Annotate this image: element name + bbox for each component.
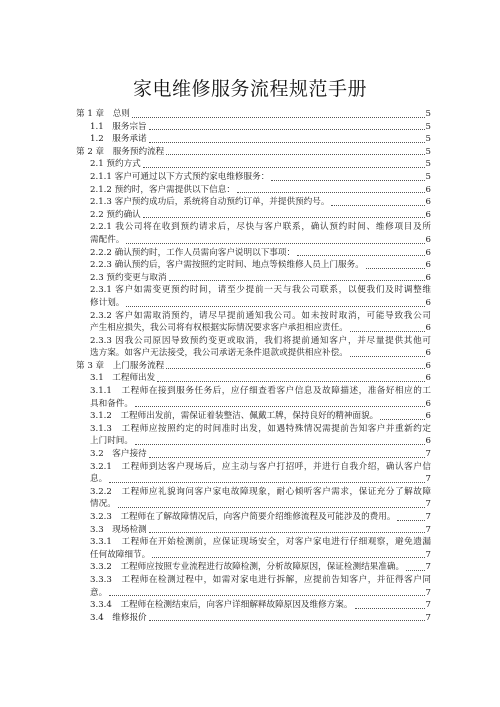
toc-leader-dots (135, 406, 425, 407)
toc-page-number: 5 (425, 171, 431, 182)
toc-entry[interactable] (76, 158, 431, 171)
toc-page-number: 6 (425, 209, 431, 220)
toc-page-number: 6 (425, 323, 431, 334)
toc-entry-label: 2.2.2 确认预约时，工作人员需向客户说明以下事项： (90, 247, 296, 258)
toc-entry-label: 3.3.2 工程师应按照专业流程进行故障检测，分析故障原因，保证检测结果准确。 (90, 562, 405, 573)
toc-entry-label: 选方案。如客户无法接受，我公司承诺无条件退款或提供相应补偿。 (90, 348, 348, 359)
toc-entry-label: 需配件。 (90, 234, 125, 245)
toc-entry-label: 3.3 现场检测 (90, 524, 147, 535)
table-of-contents (76, 108, 431, 624)
toc-page-number: 6 (425, 411, 431, 422)
toc-entry[interactable] (76, 385, 431, 410)
toc-entry-label: 情况。 (90, 499, 116, 510)
toc-entry-label: 3.1.2 工程师出发前，需保证着装整洁、佩戴工牌，保持良好的精神面貌。 (90, 411, 379, 422)
toc-page-number: 7 (425, 524, 431, 535)
toc-leader-dots (157, 381, 424, 382)
toc-entry[interactable] (76, 524, 431, 537)
toc-entry[interactable] (76, 561, 431, 574)
toc-leader-dots (149, 532, 425, 533)
toc-leader-dots (135, 444, 425, 445)
toc-page-number: 5 (425, 146, 431, 157)
toc-entry[interactable] (76, 196, 431, 209)
toc-entry-label: 1.2 服务承诺 (90, 134, 147, 145)
toc-entry-first-line: 2.3.3 因我公司原因导致预约变更或取消，我们将提前通知客户，并尽量提供其他可 (90, 335, 431, 346)
toc-entry-label: 息。 (90, 474, 108, 485)
toc-page-number: 7 (425, 512, 431, 522)
toc-entry-label: 修计划。 (90, 297, 125, 308)
toc-page-number: 7 (425, 499, 431, 510)
toc-entry-first-line: 3.2.1 工程师到达客户现场后，应主动与客户打招呼，并进行自我介绍，确认客户信 (90, 461, 431, 472)
toc-leader-dots (237, 192, 425, 193)
toc-page-number: 6 (425, 297, 431, 308)
toc-entry-label: 第 3 章 上门服务流程 (76, 360, 165, 371)
toc-entry[interactable] (76, 310, 431, 335)
toc-entry-label: 2.2 预约确认 (90, 209, 141, 220)
toc-entry-label: 3.2 客户接待 (90, 449, 147, 460)
toc-entry-label: 2.1.3 客户预约成功后，系统将自动预约订单，并提供预约号。 (90, 197, 330, 208)
toc-entry-label: 上门时间。 (90, 436, 133, 447)
toc-leader-dots (331, 205, 424, 206)
toc-entry[interactable] (76, 272, 431, 285)
toc-page-number: 6 (425, 272, 431, 283)
toc-page-number: 7 (425, 549, 431, 560)
toc-entry[interactable] (76, 284, 431, 309)
toc-entry-label: 任何故障细节。 (90, 549, 151, 560)
toc-leader-dots (355, 608, 425, 609)
toc-entry[interactable] (76, 372, 431, 385)
document-title: 家电维修服务流程规范手册 (132, 78, 367, 100)
toc-leader-dots (366, 268, 425, 269)
toc-page-number: 5 (425, 121, 431, 132)
toc-leader-dots (143, 167, 425, 168)
toc-page-number: 7 (425, 562, 431, 573)
toc-leader-dots (149, 142, 425, 143)
toc-leader-dots (380, 419, 424, 420)
toc-entry[interactable] (76, 133, 431, 146)
toc-page-number: 6 (425, 436, 431, 447)
toc-entry[interactable] (76, 612, 431, 625)
toc-entry-label: 1.1 服务宗旨 (90, 121, 147, 132)
toc-entry-label: 第 2 章 服务预约流程 (76, 146, 165, 157)
toc-leader-dots (169, 280, 425, 281)
toc-page-number: 6 (425, 234, 431, 245)
toc-entry-label: 3.2.3 工程师在了解故障情况后，向客户简要介绍维修流程及可能涉及的费用。 (90, 512, 396, 522)
toc-entry[interactable] (76, 171, 431, 184)
toc-page-number: 6 (425, 197, 431, 208)
toc-leader-dots (149, 620, 425, 621)
toc-entry-first-line: 3.1.1 工程师在接到服务任务后，应仔细查看客户信息及故障描述，准备好相应的工 (90, 386, 431, 397)
toc-entry[interactable] (76, 221, 431, 246)
toc-entry-first-line: 3.1.3 工程师应按照约定的时间准时出发，如遇特殊情况需提前告知客户并重新约定 (90, 423, 431, 434)
toc-leader-dots (271, 180, 424, 181)
toc-entry[interactable] (76, 574, 431, 599)
toc-entry[interactable] (76, 423, 431, 448)
toc-leader-dots (149, 457, 425, 458)
toc-page-number: 7 (425, 587, 431, 598)
toc-entry[interactable] (76, 486, 431, 511)
toc-entry-first-line: 3.3.1 工程师在开始检测前，应保证现场安全，对客户家电进行仔细观察，避免遗漏 (90, 537, 431, 548)
toc-page-number: 5 (425, 109, 431, 119)
toc-leader-dots (350, 331, 425, 332)
toc-entry[interactable] (76, 108, 431, 121)
toc-page-number: 5 (425, 159, 431, 170)
toc-page-number: 6 (425, 260, 431, 271)
toc-entry-label: 2.3 预约变更与取消 (90, 272, 167, 283)
toc-entry[interactable] (76, 599, 431, 612)
toc-entry[interactable] (76, 247, 431, 260)
toc-entry-label: 2.2.3 确认预约后，客户需按照约定时间、地点等候维修人员上门服务。 (90, 260, 364, 271)
toc-leader-dots (109, 595, 424, 596)
toc-entry-first-line: 2.3.2 客户如需取消预约，请尽早提前通知我公司。如未按时取消，可能导致我公司 (90, 310, 431, 321)
toc-page-number: 7 (425, 474, 431, 485)
toc-entry-label: 2.1 预约方式 (90, 159, 141, 170)
toc-entry-label: 产生相应损失，我公司将有权根据实际情况要求客户承担相应责任。 (90, 323, 348, 334)
toc-leader-dots (149, 129, 425, 130)
toc-entry[interactable] (76, 536, 431, 561)
toc-leader-dots (126, 243, 424, 244)
toc-page-number: 7 (425, 449, 431, 460)
toc-leader-dots (166, 154, 424, 155)
toc-entry[interactable] (76, 511, 431, 524)
toc-leader-dots (143, 217, 425, 218)
toc-leader-dots (297, 255, 424, 256)
toc-page-number: 6 (425, 360, 431, 371)
toc-entry-label: 具和备件。 (90, 398, 133, 409)
toc-entry-label: 第 1 章 总则 (76, 109, 130, 119)
toc-entry-label: 3.4 维修报价 (90, 612, 147, 623)
toc-leader-dots (350, 356, 425, 357)
toc-entry-label: 3.3.4 工程师在检测结束后，向客户详细解释故障原因及维修方案。 (90, 600, 353, 611)
toc-entry-first-line: 3.3.3 工程师在检测过程中，如需对家电进行拆解，应提前告知客户，并征得客户同 (90, 574, 431, 585)
toc-entry-first-line: 2.2.1 我公司将在收到预约请求后，尽快与客户联系，确认预约时间、维修项目及所 (90, 222, 431, 233)
toc-entry-first-line: 3.2.2 工程师应礼貌询问客户家电故障现象，耐心倾听客户需求，保证充分了解故障 (90, 486, 431, 497)
toc-entry-first-line: 2.3.1 客户如需变更预约时间，请至少提前一天与我公司联系，以便我们及时调整维 (90, 285, 431, 296)
toc-page-number: 6 (425, 373, 431, 384)
toc-entry-label: 2.1.1 客户可通过以下方式预约家电维修服务： (90, 171, 270, 182)
toc-entry[interactable] (76, 335, 431, 360)
toc-leader-dots (397, 520, 424, 521)
toc-page-number: 6 (425, 247, 431, 258)
toc-entry[interactable] (76, 410, 431, 423)
toc-leader-dots (152, 557, 424, 558)
toc-entry[interactable] (76, 259, 431, 272)
toc-leader-dots (406, 570, 424, 571)
toc-entry-label: 3.1 工程师出发 (90, 373, 156, 384)
toc-leader-dots (109, 482, 424, 483)
toc-entry[interactable] (76, 448, 431, 461)
toc-entry[interactable] (76, 360, 431, 373)
toc-entry-label: 2.1.2 预约时，客户需提供以下信息： (90, 184, 235, 195)
toc-entry[interactable] (76, 461, 431, 486)
toc-page-number: 6 (425, 184, 431, 195)
toc-page-number: 7 (425, 612, 431, 623)
toc-leader-dots (132, 117, 425, 118)
toc-entry-label: 意。 (90, 587, 108, 598)
toc-page-number: 5 (425, 134, 431, 145)
toc-entry[interactable] (76, 146, 431, 159)
toc-entry[interactable] (76, 121, 431, 134)
toc-entry[interactable] (76, 184, 431, 197)
toc-leader-dots (118, 507, 425, 508)
toc-page-number: 6 (425, 348, 431, 359)
toc-leader-dots (166, 368, 424, 369)
toc-leader-dots (126, 306, 424, 307)
toc-entry[interactable] (76, 209, 431, 222)
toc-page-number: 6 (425, 398, 431, 409)
toc-page-number: 7 (425, 600, 431, 611)
